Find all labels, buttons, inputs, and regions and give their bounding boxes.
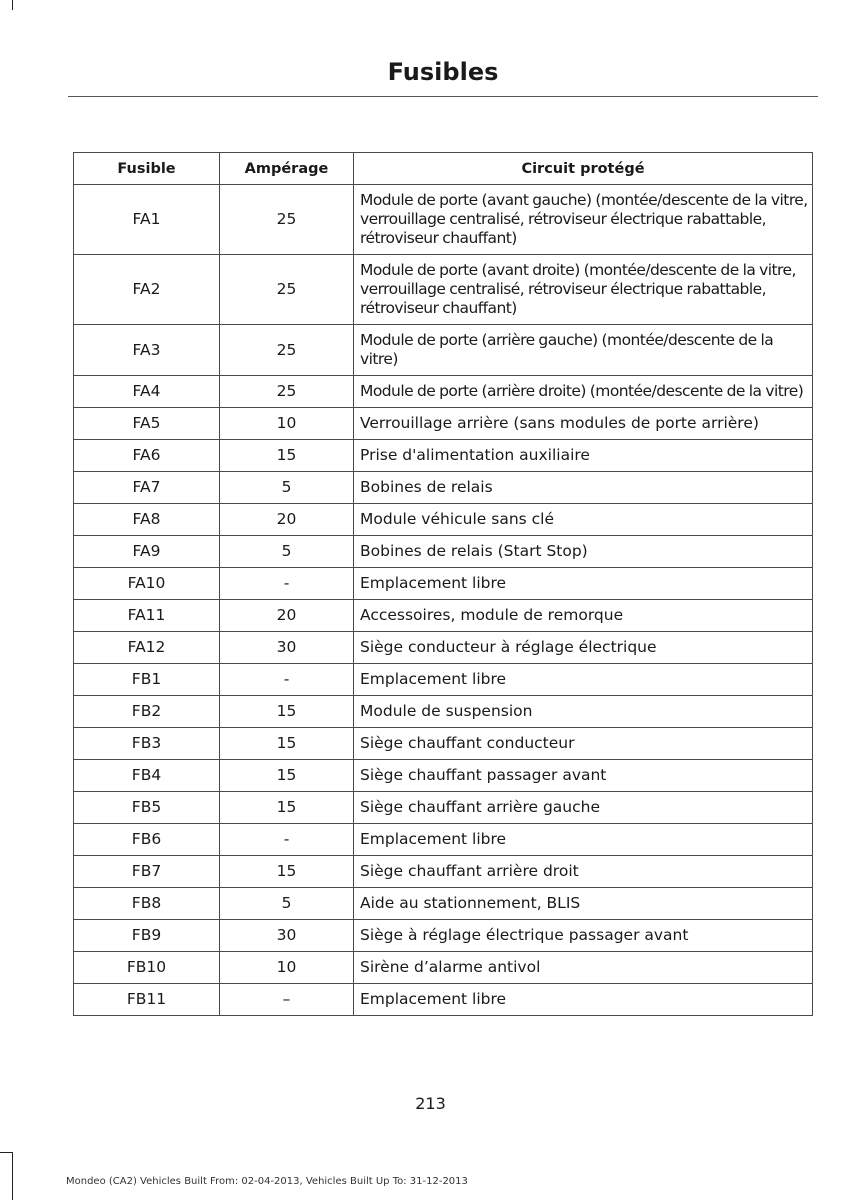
table-row	[74, 325, 813, 376]
cell-fuse: FA4	[74, 376, 220, 408]
table-row	[74, 185, 813, 255]
fuse-table	[73, 152, 813, 1016]
cell-amperage: –	[220, 984, 354, 1016]
cell-circuit: Aide au stationnement, BLIS	[354, 888, 813, 920]
cell-fuse: FB1	[74, 664, 220, 696]
header-fuse: Fusible	[74, 153, 220, 185]
cell-amperage: 15	[220, 440, 354, 472]
cell-circuit: Siège conducteur à réglage électrique	[354, 632, 813, 664]
cell-amperage: 10	[220, 952, 354, 984]
table-row	[74, 632, 813, 664]
cell-circuit: Sirène d’alarme antivol	[354, 952, 813, 984]
cell-circuit: Module de porte (avant droite) (montée/descente de la vitre, verrouillage centralisé, rétroviseur électrique rabattable, rétroviseur chauffant)	[354, 255, 813, 325]
cell-fuse: FA11	[74, 600, 220, 632]
cell-circuit: Emplacement libre	[354, 568, 813, 600]
footer-vehicle-info: Mondeo (CA2) Vehicles Built From: 02-04-2013, Vehicles Built Up To: 31-12-2013	[66, 1176, 468, 1187]
table-row	[74, 760, 813, 792]
cell-amperage: 30	[220, 632, 354, 664]
title-divider	[68, 96, 818, 97]
page-title: Fusibles	[387, 58, 499, 86]
table-row	[74, 664, 813, 696]
cell-fuse: FA1	[74, 185, 220, 255]
cell-fuse: FB11	[74, 984, 220, 1016]
cell-fuse: FB9	[74, 920, 220, 952]
cell-fuse: FA3	[74, 325, 220, 376]
cell-amperage: 15	[220, 792, 354, 824]
cell-circuit: Accessoires, module de remorque	[354, 600, 813, 632]
cell-amperage: 25	[220, 255, 354, 325]
crop-mark-bottom-left	[12, 1152, 13, 1200]
cell-fuse: FB6	[74, 824, 220, 856]
cell-circuit: Verrouillage arrière (sans modules de porte arrière)	[354, 408, 813, 440]
cell-circuit: Module de porte (avant gauche) (montée/descente de la vitre, verrouillage centralisé, rétroviseur électrique rabattable, rétroviseur chauffant)	[354, 185, 813, 255]
cell-fuse: FB4	[74, 760, 220, 792]
cell-amperage: 25	[220, 185, 354, 255]
header-amperage: Ampérage	[220, 153, 354, 185]
cell-amperage: 30	[220, 920, 354, 952]
cell-fuse: FB5	[74, 792, 220, 824]
cell-fuse: FA8	[74, 504, 220, 536]
cell-circuit: Siège à réglage électrique passager avant	[354, 920, 813, 952]
table-row	[74, 568, 813, 600]
cell-circuit: Siège chauffant arrière gauche	[354, 792, 813, 824]
cell-circuit: Siège chauffant arrière droit	[354, 856, 813, 888]
table-row	[74, 824, 813, 856]
fuse-table-body	[74, 185, 813, 1016]
cell-fuse: FA9	[74, 536, 220, 568]
cell-fuse: FB10	[74, 952, 220, 984]
cell-amperage: 15	[220, 728, 354, 760]
table-row	[74, 792, 813, 824]
table-row	[74, 696, 813, 728]
table-row	[74, 920, 813, 952]
cell-amperage: 5	[220, 888, 354, 920]
cell-circuit: Emplacement libre	[354, 664, 813, 696]
table-row	[74, 856, 813, 888]
cell-amperage: 15	[220, 696, 354, 728]
cell-circuit: Module de suspension	[354, 696, 813, 728]
cell-fuse: FB2	[74, 696, 220, 728]
table-row	[74, 952, 813, 984]
cell-fuse: FA10	[74, 568, 220, 600]
table-row	[74, 536, 813, 568]
crop-mark-bottom-left-horizontal	[0, 1152, 12, 1153]
cell-circuit: Siège chauffant conducteur	[354, 728, 813, 760]
cell-amperage: -	[220, 568, 354, 600]
cell-fuse: FA6	[74, 440, 220, 472]
cell-fuse: FB8	[74, 888, 220, 920]
table-row	[74, 504, 813, 536]
cell-amperage: -	[220, 824, 354, 856]
cell-amperage: 15	[220, 856, 354, 888]
header-circuit: Circuit protégé	[354, 153, 813, 185]
cell-amperage: 5	[220, 536, 354, 568]
cell-amperage: 20	[220, 504, 354, 536]
cell-amperage: -	[220, 664, 354, 696]
table-row	[74, 376, 813, 408]
table-row	[74, 600, 813, 632]
cell-fuse: FA5	[74, 408, 220, 440]
cell-circuit: Module de porte (arrière gauche) (montée/descente de la vitre)	[354, 325, 813, 376]
table-row	[74, 440, 813, 472]
table-row	[74, 984, 813, 1016]
cell-fuse: FB3	[74, 728, 220, 760]
cell-circuit: Module de porte (arrière droite) (montée/descente de la vitre)	[354, 376, 813, 408]
cell-amperage: 25	[220, 325, 354, 376]
cell-circuit: Bobines de relais (Start Stop)	[354, 536, 813, 568]
cell-amperage: 5	[220, 472, 354, 504]
cell-amperage: 15	[220, 760, 354, 792]
cell-fuse: FA2	[74, 255, 220, 325]
table-row	[74, 255, 813, 325]
cell-circuit: Emplacement libre	[354, 824, 813, 856]
table-row	[74, 888, 813, 920]
table-row	[74, 472, 813, 504]
cell-circuit: Siège chauffant passager avant	[354, 760, 813, 792]
crop-mark-top-left	[12, 0, 13, 10]
cell-fuse: FA12	[74, 632, 220, 664]
cell-fuse: FA7	[74, 472, 220, 504]
table-row	[74, 728, 813, 760]
cell-circuit: Prise d'alimentation auxiliaire	[354, 440, 813, 472]
table-header-row	[74, 153, 813, 185]
cell-amperage: 20	[220, 600, 354, 632]
table-row	[74, 408, 813, 440]
cell-circuit: Emplacement libre	[354, 984, 813, 1016]
page-number: 213	[415, 1094, 446, 1113]
cell-fuse: FB7	[74, 856, 220, 888]
cell-circuit: Module véhicule sans clé	[354, 504, 813, 536]
cell-circuit: Bobines de relais	[354, 472, 813, 504]
cell-amperage: 25	[220, 376, 354, 408]
cell-amperage: 10	[220, 408, 354, 440]
